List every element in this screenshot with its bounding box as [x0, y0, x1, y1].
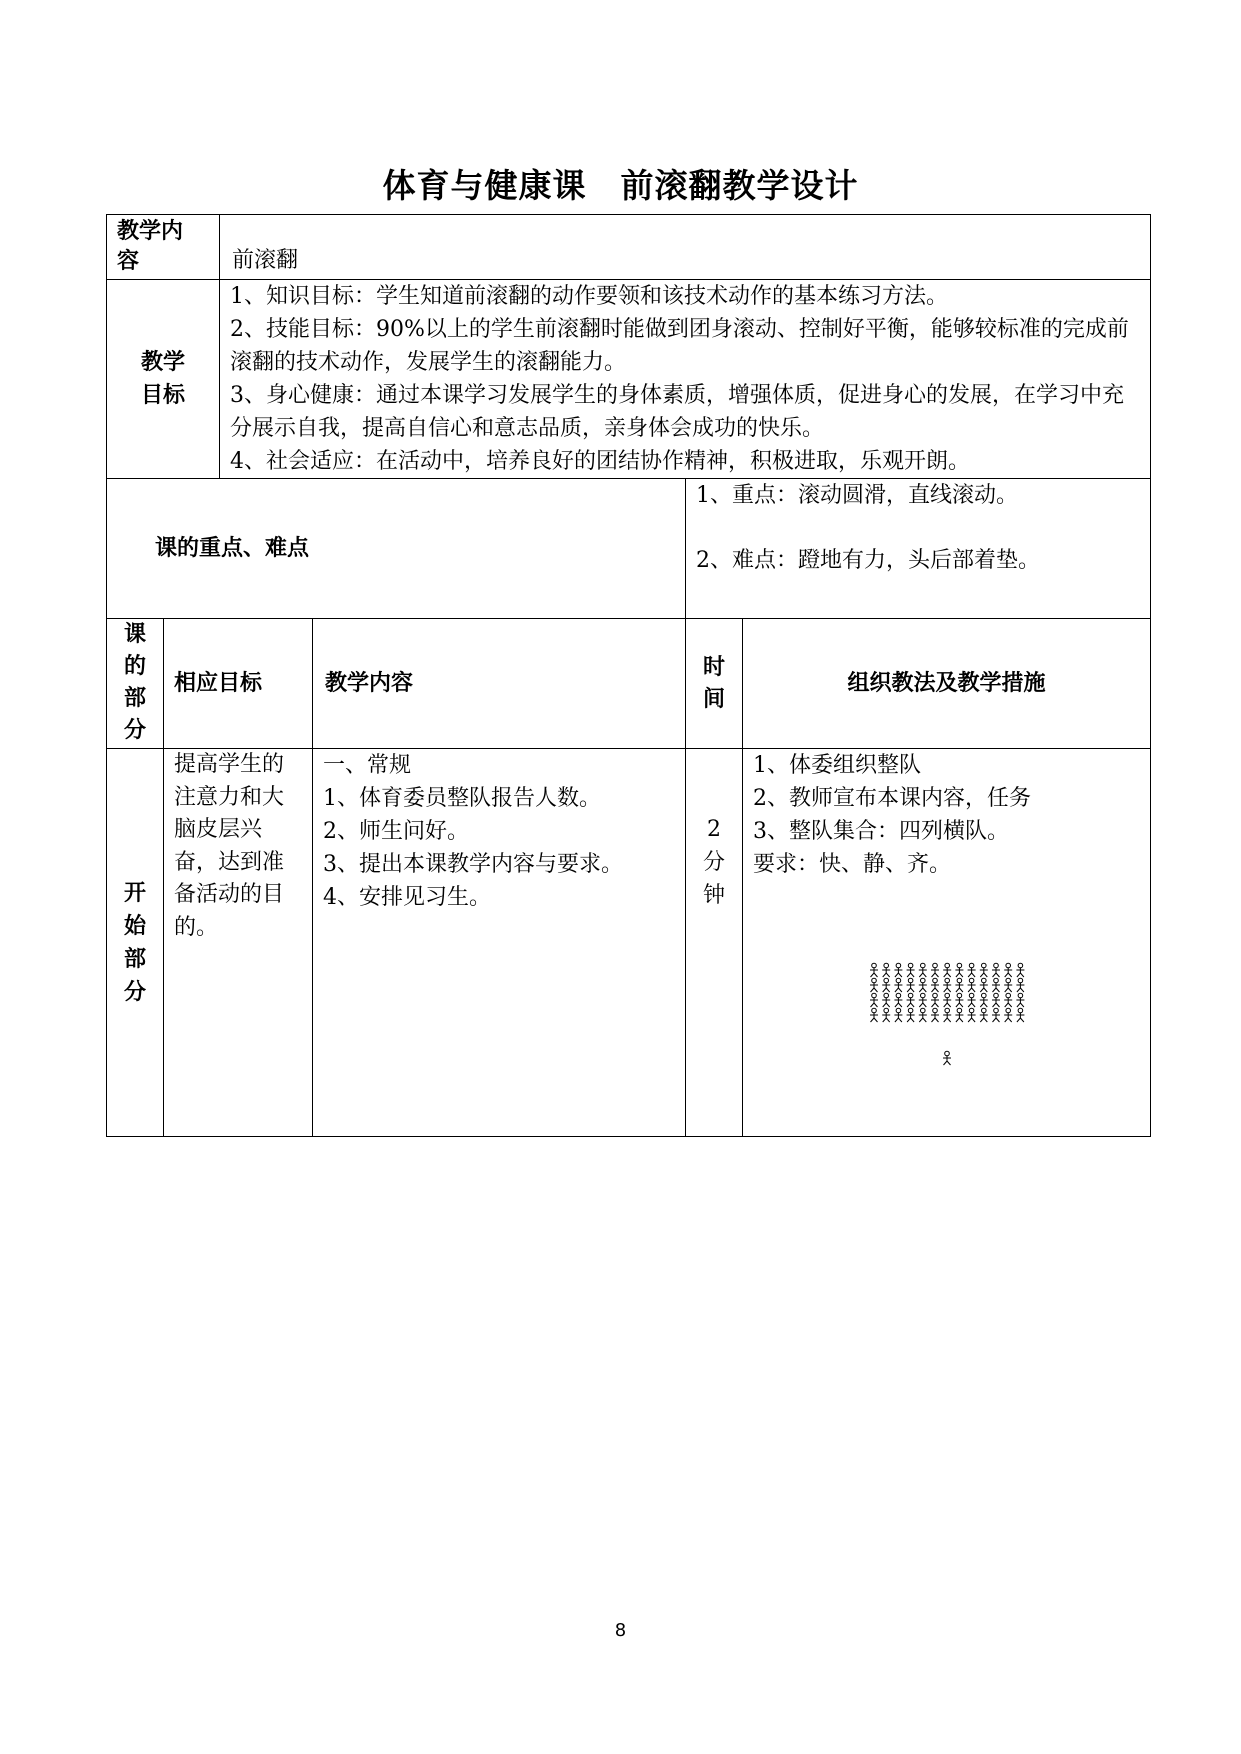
method-line: 3、整队集合：四列横队。 — [753, 819, 1010, 844]
student-figure-icon — [931, 993, 939, 1007]
student-figure-icon — [1016, 993, 1024, 1007]
method-line: 2、教师宣布本课内容，任务 — [753, 786, 1032, 811]
student-figure-icon — [931, 978, 939, 992]
student-figure-icon — [870, 978, 878, 992]
content-value: 前滚翻 — [220, 215, 1151, 280]
student-figure-icon — [894, 963, 902, 977]
student-figure-icon — [918, 963, 926, 977]
student-figure-icon — [967, 963, 975, 977]
student-figure-icon — [894, 978, 902, 992]
goal-skill: 2、技能目标：90%以上的学生前滚翻时能做到团身滚动、控制好平衡，能够较标准的完成前滚翻的技术动作，发展学生的滚翻能力。 — [230, 317, 1129, 375]
student-figure-icon — [918, 978, 926, 992]
start-part: 开始部分 — [107, 749, 164, 1137]
student-figure-icon — [967, 993, 975, 1007]
goal-health: 3、身心健康：通过本课学习发展学生的身体素质，增强体质，促进身心的发展，在学习中充分展示自我，提高自信心和意志品质，亲身体会成功的快乐。 — [230, 383, 1125, 441]
content-line: 1、体育委员整队报告人数。 — [323, 786, 602, 811]
student-figure-icon — [906, 1008, 914, 1022]
student-figure-icon — [955, 978, 963, 992]
student-figure-icon — [979, 978, 987, 992]
page-title: 体育与健康课 前滚翻教学设计 — [382, 166, 859, 205]
content-line: 3、提出本课教学内容与要求。 — [323, 852, 624, 877]
content-line: 4、安排见习生。 — [323, 885, 492, 910]
student-figure-icon — [979, 1008, 987, 1022]
student-figure-icon — [894, 1008, 902, 1022]
student-figure-icon — [870, 1008, 878, 1022]
student-figure-icon — [918, 993, 926, 1007]
method-line: 要求：快、静、齐。 — [753, 852, 952, 877]
goals-row — [107, 280, 1151, 479]
student-figure-icon — [1016, 963, 1024, 977]
student-figure-icon — [1004, 993, 1012, 1007]
student-figure-icon — [1004, 978, 1012, 992]
header-row — [107, 619, 1151, 749]
student-figure-icon — [1004, 963, 1012, 977]
student-figure-icon — [1004, 1008, 1012, 1022]
student-figure-icon — [979, 963, 987, 977]
start-content — [313, 749, 686, 1137]
header-goal: 相应目标 — [164, 619, 313, 749]
goal-social: 4、社会适应：在活动中，培养良好的团结协作精神，积极进取，乐观开朗。 — [230, 449, 971, 474]
page-number: 8 — [614, 1620, 627, 1641]
teacher-figure-icon — [943, 1051, 951, 1065]
student-figure-icon — [882, 978, 890, 992]
student-figure-icon — [992, 978, 1000, 992]
goals-label: 教学目标 — [107, 280, 220, 479]
student-figure-icon — [967, 978, 975, 992]
formation-diagram — [862, 961, 1032, 1076]
student-figure-icon — [906, 993, 914, 1007]
student-figure-icon — [955, 963, 963, 977]
student-figure-icon — [882, 1008, 890, 1022]
student-figure-icon — [918, 1008, 926, 1022]
student-figure-icon — [943, 963, 951, 977]
start-time: 2分钟 — [686, 749, 743, 1137]
student-figure-icon — [870, 993, 878, 1007]
student-figure-icon — [979, 993, 987, 1007]
student-figure-icon — [1016, 978, 1024, 992]
student-figure-icon — [882, 993, 890, 1007]
student-figure-icon — [906, 978, 914, 992]
key-cell — [686, 479, 1151, 619]
content-row — [107, 215, 1151, 280]
student-figure-icon — [943, 993, 951, 1007]
header-part: 课的部分 — [107, 619, 164, 749]
student-figure-icon — [1016, 1008, 1024, 1022]
goals-cell — [220, 280, 1151, 479]
key-row — [107, 479, 1151, 619]
difficulty-point: 2、难点：蹬地有力，头后部着垫。 — [696, 548, 1041, 573]
header-time: 时间 — [686, 619, 743, 749]
content-line: 2、师生问好。 — [323, 819, 470, 844]
student-figure-icon — [882, 963, 890, 977]
student-figure-icon — [870, 963, 878, 977]
student-figure-icon — [992, 963, 1000, 977]
student-figure-icon — [992, 1008, 1000, 1022]
student-figure-icon — [906, 963, 914, 977]
goal-knowledge: 1、知识目标：学生知道前滚翻的动作要领和该技术动作的基本练习方法。 — [230, 284, 949, 309]
content-label: 教学内容 — [107, 215, 220, 280]
start-goal: 提高学生的注意力和大脑皮层兴奋，达到准备活动的目的。 — [164, 749, 313, 1137]
student-figure-icon — [992, 993, 1000, 1007]
student-figure-icon — [943, 978, 951, 992]
key-point: 1、重点：滚动圆滑，直线滚动。 — [696, 483, 1019, 508]
lesson-plan-table — [106, 214, 1151, 1137]
student-figure-icon — [943, 1008, 951, 1022]
start-method — [743, 749, 1151, 1137]
content-line: 一、常规 — [323, 753, 412, 778]
start-row — [107, 749, 1151, 1137]
student-figure-icon — [955, 1008, 963, 1022]
method-line: 1、体委组织整队 — [753, 753, 922, 778]
student-figure-icon — [931, 963, 939, 977]
student-figure-icon — [931, 1008, 939, 1022]
header-method: 组织教法及教学措施 — [743, 619, 1151, 749]
header-content: 教学内容 — [313, 619, 686, 749]
key-label: 课的重点、难点 — [107, 479, 686, 619]
student-figure-icon — [955, 993, 963, 1007]
student-figure-icon — [967, 1008, 975, 1022]
student-figure-icon — [894, 993, 902, 1007]
